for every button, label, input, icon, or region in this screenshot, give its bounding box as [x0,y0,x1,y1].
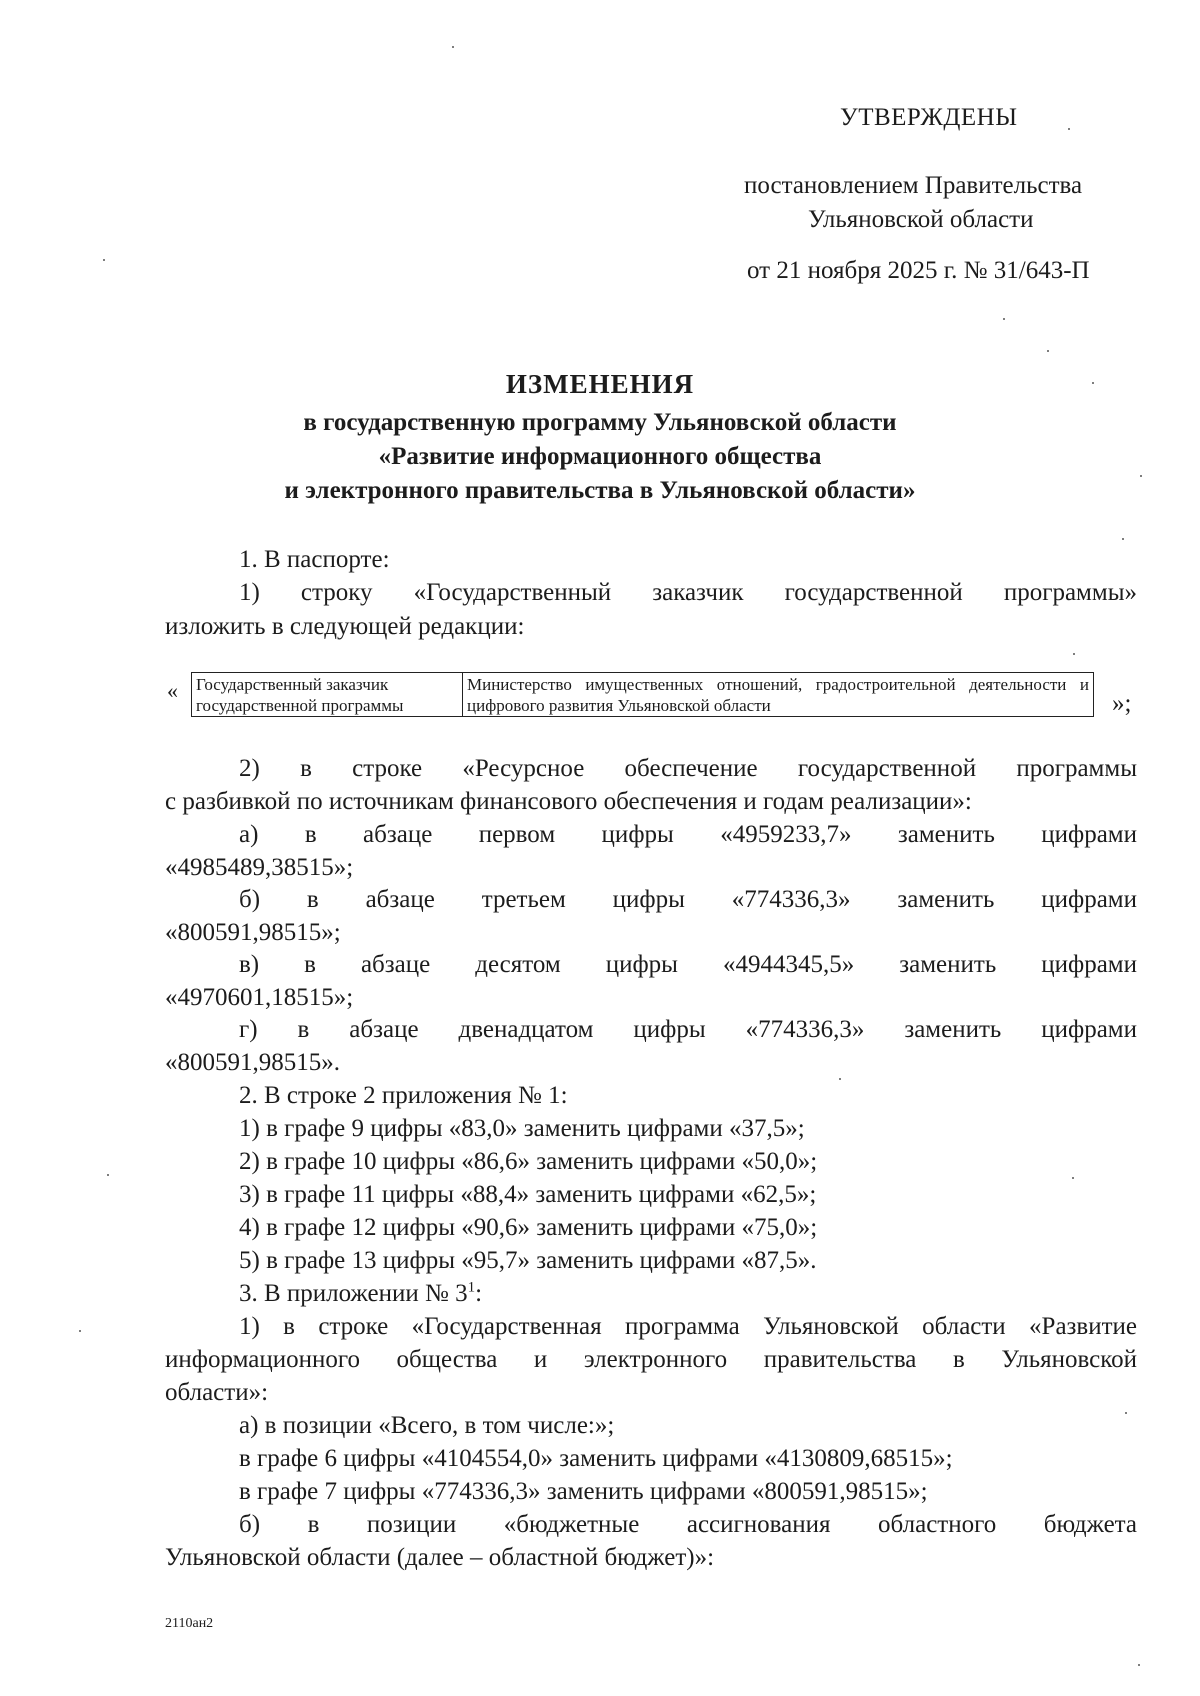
scan-speck [1092,382,1094,384]
s1-a-line1: а) в абзаце первом цифры «4959233,7» заменить цифрами [239,821,1137,848]
s3-item1-line3: области»: [165,1379,269,1406]
s1-v-line2: «4970601,18515»; [165,984,354,1011]
scan-speck [1003,318,1005,320]
scan-speck [107,1174,109,1176]
s2-item: 1) в графе 9 цифры «83,0» заменить цифрами «37,5»; [239,1115,805,1142]
scan-speck [1072,1177,1074,1179]
s3-item1-line2: информационного общества и электронного правительства в Ульяновской [165,1346,1137,1373]
s1-g-line2: «800591,98515». [165,1049,340,1076]
s1-b-line2: «800591,98515»; [165,919,341,946]
s1-b-line1: б) в абзаце третьем цифры «774336,3» заменить цифрами [239,886,1137,913]
scan-speck [1047,350,1049,352]
s1-v-line1: в) в абзаце десятом цифры «4944345,5» заменить цифрами [239,951,1137,978]
title-line-2: «Развитие информационного общества [378,443,822,470]
s3-b-line2: Ульяновской области (далее – областной бюджет)»: [165,1544,715,1571]
table-row [192,673,1094,717]
table-cell-customer-label [192,673,463,717]
scan-speck [1138,1664,1140,1666]
scan-speck [839,1078,841,1080]
s3-a-col7: в графе 7 цифры «774336,3» заменить цифрами «800591,98515»; [239,1478,928,1505]
scan-speck [1068,128,1070,130]
customer-table [191,672,1094,717]
s3-heading-colon: : [475,1280,483,1307]
s1-a-line2: «4985489,38515»; [165,854,354,881]
scan-speck [1140,475,1142,477]
section-2-heading: 2. В строке 2 приложения № 1: [239,1082,568,1109]
table-quote-close: »; [1112,690,1132,717]
approval-by-line-1: постановлением Правительства [744,172,1083,199]
s1-g-line1: г) в абзаце двенадцатом цифры «774336,3» заменить цифрами [239,1016,1137,1043]
s1-item2-line2: с разбивкой по источникам финансового обеспечения и годам реализации»: [165,788,972,815]
scan-speck [103,259,105,261]
s3-a-col6: в графе 6 цифры «4104554,0» заменить цифрами «4130809,68515»; [239,1445,953,1472]
s2-item: 3) в графе 11 цифры «88,4» заменить цифрами «62,5»; [239,1181,817,1208]
s1-item1-line1: 1) строку «Государственный заказчик государственной программы» [239,579,1137,606]
section-3-heading [239,1278,482,1310]
cell-label-line-2: государственной программы [196,696,404,715]
s3-item1-line1: 1) в строке «Государственная программа Ульяновской области «Развитие [239,1313,1137,1340]
cell-label-line-1: Государственный заказчик [196,675,389,694]
document-title: ИЗМЕНЕНИЯ [505,369,695,399]
s3-a-line: а) в позиции «Всего, в том числе:»; [239,1412,615,1439]
scan-speck [1073,653,1075,655]
s3-heading-text: 3. В приложении № 3 [239,1280,468,1307]
scan-speck [79,1330,81,1332]
title-line-1: в государственную программу Ульяновской области [303,409,897,436]
s3-heading-superscript: 1 [467,1279,476,1296]
section-1-heading: 1. В паспорте: [239,546,390,573]
table-quote-open: « [167,678,178,703]
scan-speck [1125,1412,1127,1414]
approval-by-line-2: Ульяновской области [808,206,1034,233]
s2-item: 4) в графе 12 цифры «90,6» заменить цифрами «75,0»; [239,1214,818,1241]
table-cell-customer-value: Министерство имущественных отношений, градостроительной деятельности и цифрового развития Ульяновской области [463,673,1094,717]
scan-speck [452,46,454,48]
s2-item: 2) в графе 10 цифры «86,6» заменить цифрами «50,0»; [239,1148,818,1175]
s3-b-line1: б) в позиции «бюджетные ассигнования областного бюджета [239,1511,1137,1538]
s1-item2-line1: 2) в строке «Ресурсное обеспечение государственной программы [239,755,1137,782]
scan-speck [1122,538,1124,540]
s2-item: 5) в графе 13 цифры «95,7» заменить цифрами «87,5». [239,1247,817,1274]
approval-date: от 21 ноября 2025 г. № 31/643-П [747,257,1090,284]
footer-document-code: 2110ан2 [165,1616,214,1631]
approval-heading: УТВЕРЖДЕНЫ [840,104,1018,131]
s1-item1-line2: изложить в следующей редакции: [165,613,525,640]
title-line-3: и электронного правительства в Ульяновской области» [284,477,916,504]
